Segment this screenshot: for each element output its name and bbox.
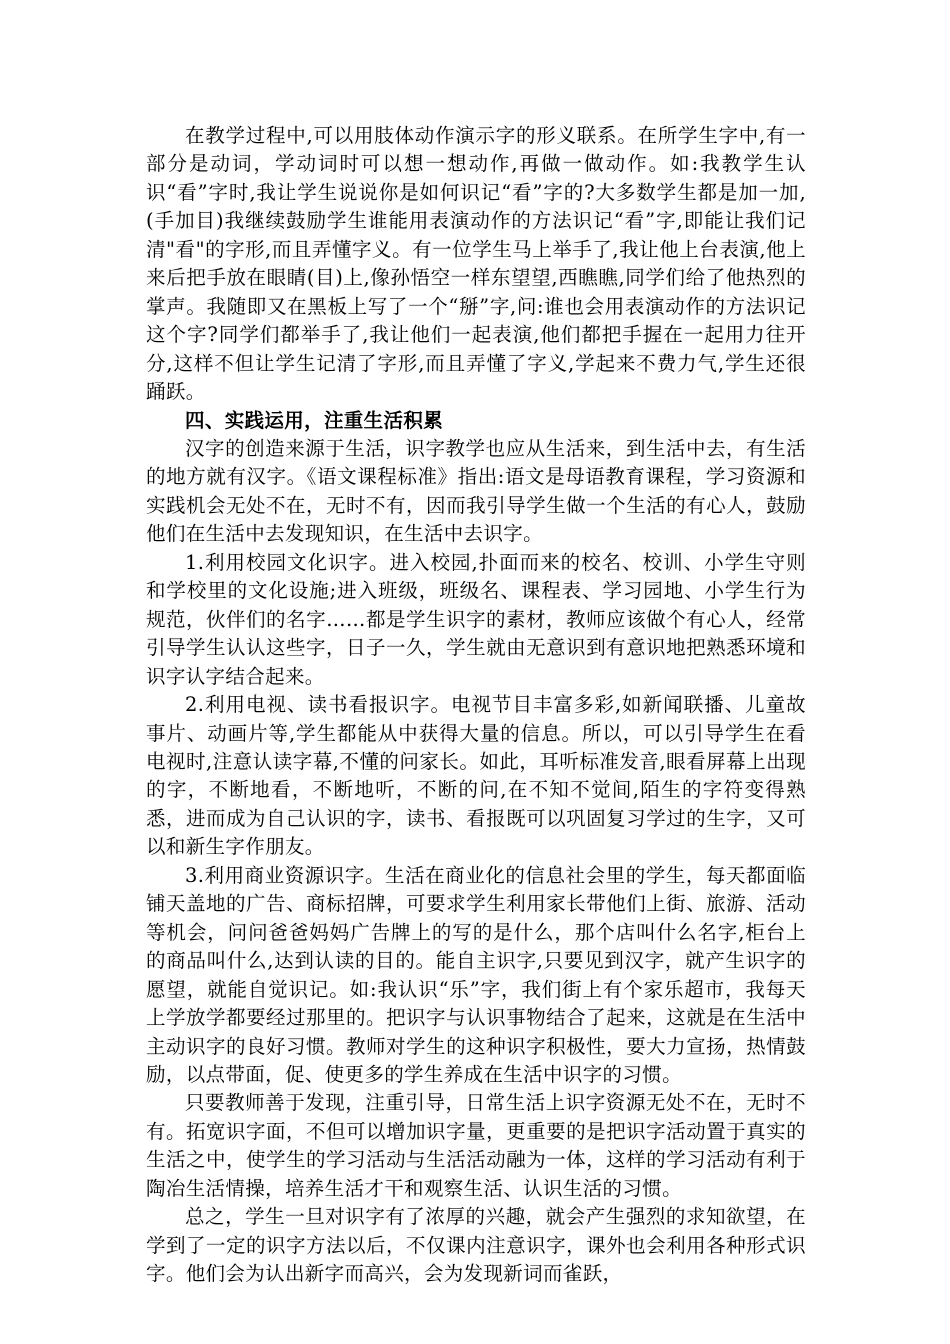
paragraph-body-campus-culture: 1.利用校园文化识字。进入校园,扑面而来的校名、校训、小学生守则和学校里的文化设施;进入班级，班级名、课程表、学习园地、小学生行为规范，伙伴们的名字……都是学生识字的素材，教师应该做个有心人，经常引导学生认认这些字，日子一久，学生就由无意识到有意识地把熟悉环境和识字认字结合起来。: [146, 550, 806, 688]
paragraph-body-tv-reading: 2.利用电视、读书看报识字。电视节目丰富多彩,如新闻联播、儿童故事片、动画片等,学生都能从中获得大量的信息。所以，可以引导学生在看电视时,注意认读字幕,不懂的问家长。如此，耳听标准发音,眼看屏幕上出现的字，不断地看，不断地听，不断的问,在不知不觉间,陌生的字符变得熟悉，进而成为自己认识的字，读书、看报既可以巩固复习学过的生字，又可以和新生字作朋友。: [146, 693, 806, 859]
document-page: [146, 122, 806, 1289]
paragraph-body-teacher-guidance: 只要教师善于发现，注重引导，日常生活上识字资源无处不在，无时不有。拓宽识字面，不但可以增加识字量，更重要的是把识字活动置于真实的生活之中，使学生的学习活动与生活活动融为一体，这样的学习活动有利于陶冶生活情操，培养生活才干和观察生活、认识生活的习惯。: [146, 1091, 806, 1200]
paragraph-body-action-demo: 在教学过程中,可以用肢体动作演示字的形义联系。在所学生字中,有一部分是动词，学动词时可以想一想动作,再做一做动作。如:我教学生认识“看”字时,我让学生说说你是如何识记“看”字的?大多数学生都是加一加,(手加目)我继续鼓励学生谁能用表演动作的方法识记“看”字,即能让我们记清"看"的字形,而且弄懂字义。有一位学生马上举手了,我让他上台表演,他上来后把手放在眼睛(目)上,像孙悟空一样东望望,西瞧瞧,同学们给了他热烈的掌声。我随即又在黑板上写了一个“掰”字,问:谁也会用表演动作的方法识记这个字?同学们都举手了,我让他们一起表演,他们都把手握在一起用力往开分,这样不但让学生记清了字形,而且弄懂了字义,学起来不费力气,学生还很踊跃。: [146, 124, 806, 404]
section-heading-practice: 四、实践运用，注重生活积累: [185, 408, 444, 432]
paragraph-body-life-literacy: 汉字的创造来源于生活，识字教学也应从生活来，到生活中去，有生活的地方就有汉字。《语文课程标准》指出:语文是母语教育课程，学习资源和实践机会无处不在，无时不有，因而我引导学生做一个生活的有心人，鼓励他们在生活中去发现知识，在生活中去识字。: [146, 436, 806, 546]
paragraph-body-summary: 总之，学生一旦对识字有了浓厚的兴趣，就会产生强烈的求知欲望，在学到了一定的识字方法以后，不仅课内注意识字，课外也会利用各种形式识字。他们会为认出新字而高兴，会为发现新词而雀跃，: [146, 1205, 806, 1286]
paragraph-body-commercial: 3.利用商业资源识字。生活在商业化的信息社会里的学生，每天都面临铺天盖地的广告、商标招牌，可要求学生利用家长带他们上街、旅游、活动等机会，问问爸爸妈妈广告牌上的写的是什么，那个店叫什么名字,柜台上的商品叫什么,达到认读的目的。能自主识字,只要见到汉字，就产生识字的愿望，就能自觉识记。如:我认识“乐”字，我们街上有个家乐超市，我每天上学放学都要经过那里的。把识字与认识事物结合了起来，这就是在生活中主动识字的良好习惯。教师对学生的这种识字积极性，要大力宣扬，热情鼓励，以点带面，促、使更多的学生养成在生活中识字的习惯。: [146, 863, 806, 1086]
